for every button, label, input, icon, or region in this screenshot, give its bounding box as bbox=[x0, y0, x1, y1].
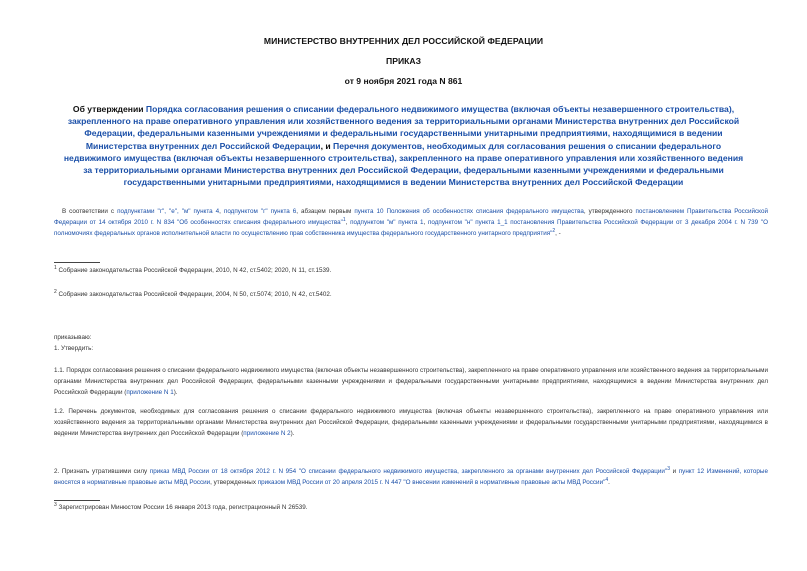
preamble-text: , bbox=[423, 219, 428, 226]
footnote-text: Собрание законодательства Российской Федерации, 2004, N 50, ст.5074; 2010, N 42, ст.5402. bbox=[56, 291, 332, 298]
item-1-1-end: ). bbox=[173, 389, 178, 396]
link-resolution-834[interactable]: постановлением Правительства Российской Федерации от 14 октября 2010 г. N 834 "Об особенностях списания федерального имущества" bbox=[54, 208, 769, 226]
item-2-text: и bbox=[669, 468, 679, 475]
item-1-heading: 1. Утвердить: bbox=[54, 345, 94, 352]
footnote-2 bbox=[54, 290, 754, 299]
link-appendix-2[interactable]: приложение N 2 bbox=[243, 430, 291, 437]
footnote-text: Зарегистрирован Минюстом России 16 января 2013 года, регистрационный N 26539. bbox=[56, 504, 308, 511]
footnote-divider-2 bbox=[54, 500, 100, 501]
title-prefix: Об утверждении bbox=[72, 104, 146, 114]
title-link-list[interactable]: Перечня документов, необходимых для согласования решения о списании федерального недвижимого имущества (включая объекты незавершенного строительства), закрепленного на праве оперативного управления или хозяйственного ведения за территориальными органами Министерства внутренних дел Российской Федерации, федеральными казенными учреждениями и федеральными государственными унитарными предприятиями, находящимися в ведении Министерства внутренних дел Российской Федерации bbox=[63, 140, 744, 188]
item-2-text: , утвержденных bbox=[210, 479, 258, 486]
item-1-2 bbox=[54, 406, 768, 439]
footnote-1 bbox=[54, 266, 754, 275]
link-order-447[interactable]: приказом МВД России от 20 апреля 2015 г. N 447 "О внесении изменений в нормативные правовые акты МВД России" bbox=[257, 479, 606, 486]
item-1-1-text: 1.1. Порядок согласования решения о списании федерального недвижимого имущества (включая объекты незавершенного строительства), закрепленного на праве оперативного управления или хозяйственного ведения за территориальными органами Министерства внутренних дел Российской Федерации, федеральными казенными учреждениями и федеральными государственными унитарными предприятиями, находящимися в ведении Министерства внутренних дел Российской Федерации ( bbox=[54, 367, 768, 396]
item-1-2-text: 1.2. Перечень документов, необходимых для согласования решения о списании федерального недвижимого имущества (включая объекты незавершенного строительства), закрепленного на праве оперативного управления или хозяйственного ведения за территориальными органами Министерства внутренних дел Российской Федерации, федеральными казенными учреждениями и федеральными государственными унитарными предприятиями, находящимися в ведении Министерства внутренних дел Российской Федерации ( bbox=[54, 408, 768, 437]
footnote-mark: 1 bbox=[54, 264, 57, 271]
link-order-954[interactable]: приказ МВД России от 18 октября 2012 г. N 954 "О списании федерального недвижимого имущества, закрепленного за органами внутренних дел Российской Федерации" bbox=[149, 468, 668, 475]
preamble-text: , bbox=[219, 208, 224, 215]
orders-word: приказываю: bbox=[54, 334, 92, 341]
preamble-paragraph bbox=[54, 206, 768, 239]
footnote-mark: 2 bbox=[54, 288, 57, 295]
link-subparagraphs-p4[interactable]: подпунктами "г", "е", "м" пункта 4 bbox=[117, 208, 220, 215]
link-resolution-739[interactable]: подпунктом "н" пункта 1_1 постановления Правительства Российской Федерации от 3 декабря 2004 г. N 739 "О полномочиях федеральных органов исполнительной власти по осуществлению прав собственника имущества федерального государственного унитарного предприятия" bbox=[54, 219, 768, 237]
preamble-text: , bbox=[345, 219, 351, 226]
ministry-heading: МИНИСТЕРСТВО ВНУТРЕННИХ ДЕЛ РОССИЙСКОЙ ФЕДЕРАЦИИ bbox=[263, 36, 544, 46]
preamble-text: , - bbox=[555, 230, 561, 237]
link-appendix-1[interactable]: приложение N 1 bbox=[126, 389, 174, 396]
footnote-3 bbox=[54, 503, 754, 512]
link-subparagraph-p6[interactable]: подпунктом "г" пункта 6 bbox=[223, 208, 297, 215]
footnote-ref-2[interactable]: 2 bbox=[552, 227, 556, 234]
link-p10-regulation[interactable]: пункта 10 Положения об особенностях списания федерального имущества bbox=[354, 208, 584, 215]
item-2 bbox=[54, 466, 768, 488]
title-link-procedure[interactable]: Порядка согласования решения о списании федерального недвижимого имущества (включая объекты незавершенного строительства), закрепленного на праве оперативного управления или хозяйственного ведения за территориальными органами Министерства внутренних дел Российской Федерации, федеральными казенными учреждениями и федеральными государственными унитарными предприятиями, находящимися в ведении Министерства внутренних дел Российской Федерации bbox=[67, 104, 740, 151]
footnote-ref-1[interactable]: 1 bbox=[342, 216, 346, 223]
footnote-ref-4[interactable]: 4 bbox=[605, 476, 609, 483]
item-1-1 bbox=[54, 365, 768, 398]
doc-type-heading: ПРИКАЗ bbox=[386, 56, 421, 66]
title-middle: , и bbox=[320, 140, 334, 151]
document-title bbox=[60, 103, 747, 188]
footnote-text: Собрание законодательства Российской Федерации, 2010, N 42, ст.5402; 2020, N 11, ст.1539. bbox=[56, 267, 332, 274]
item-2-text: 2. Признать утратившими силу bbox=[54, 468, 150, 475]
footnote-mark: 3 bbox=[54, 501, 57, 508]
footnote-ref-3[interactable]: 3 bbox=[667, 465, 670, 472]
preamble-text: , абзацем первым bbox=[296, 208, 355, 215]
preamble-text: В соответствии с bbox=[62, 208, 118, 215]
link-point-12-changes[interactable]: пункт 12 Изменений, которые вносятся в нормативные правовые акты МВД России bbox=[54, 468, 768, 486]
link-subparagraph-m-p1[interactable]: подпунктом "м" пункта 1 bbox=[350, 219, 424, 226]
doc-date-number: от 9 ноября 2021 года N 861 bbox=[344, 76, 463, 86]
item-1-2-end: ). bbox=[290, 430, 295, 437]
item-2-text: . bbox=[608, 479, 610, 486]
preamble-text: , утвержденного bbox=[583, 208, 636, 215]
footnote-divider bbox=[54, 262, 100, 263]
